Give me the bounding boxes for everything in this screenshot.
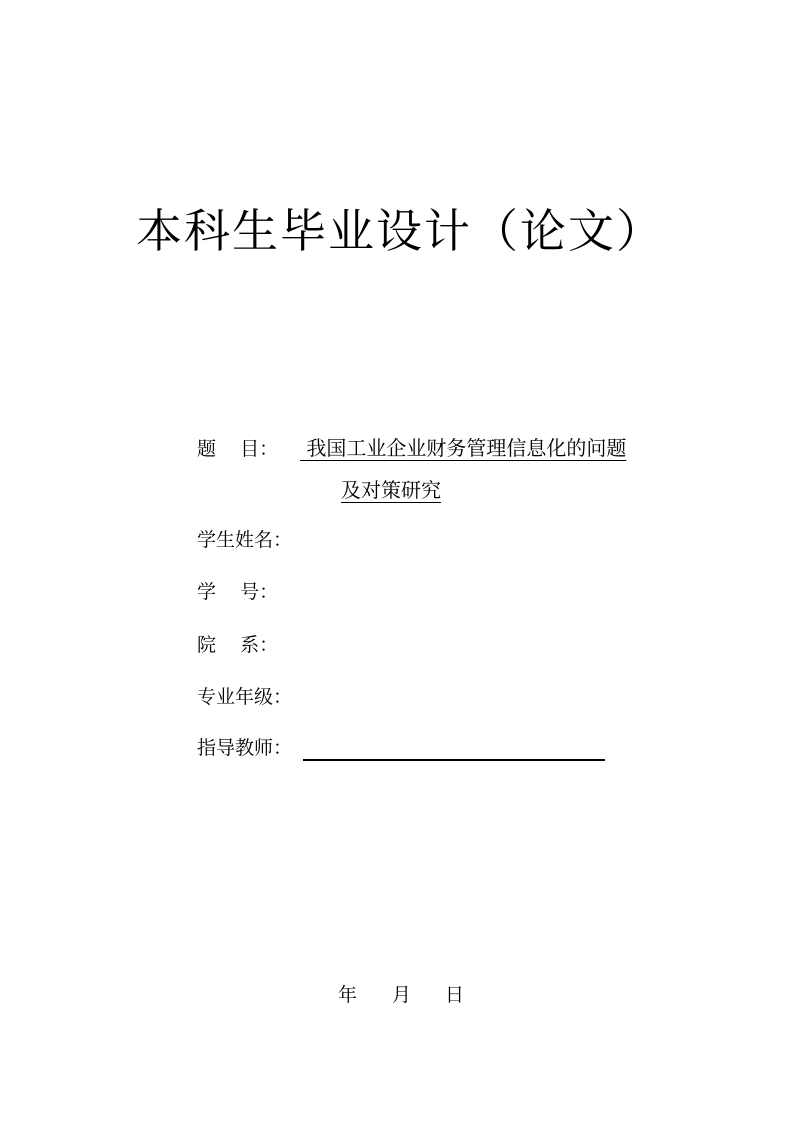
topic-value-line1: 我国工业企业财务管理信息化的问题 (300, 436, 627, 460)
major-grade-label: 专业年级： (197, 686, 293, 708)
department-label: 院 系： (197, 634, 279, 656)
advisor-underline (303, 759, 605, 761)
advisor-label: 指导教师： (197, 737, 293, 759)
student-id-label: 学 号： (197, 581, 279, 603)
date-month: 月 (392, 984, 412, 1006)
student-name-label: 学生姓名： (197, 529, 293, 551)
document-title: 本科生毕业设计（论文） (136, 204, 664, 258)
topic-value-line2: 及对策研究 (341, 478, 441, 502)
date-year: 年 (338, 984, 358, 1006)
topic-label: 题 目： (197, 438, 279, 460)
date-day: 日 (445, 984, 465, 1006)
